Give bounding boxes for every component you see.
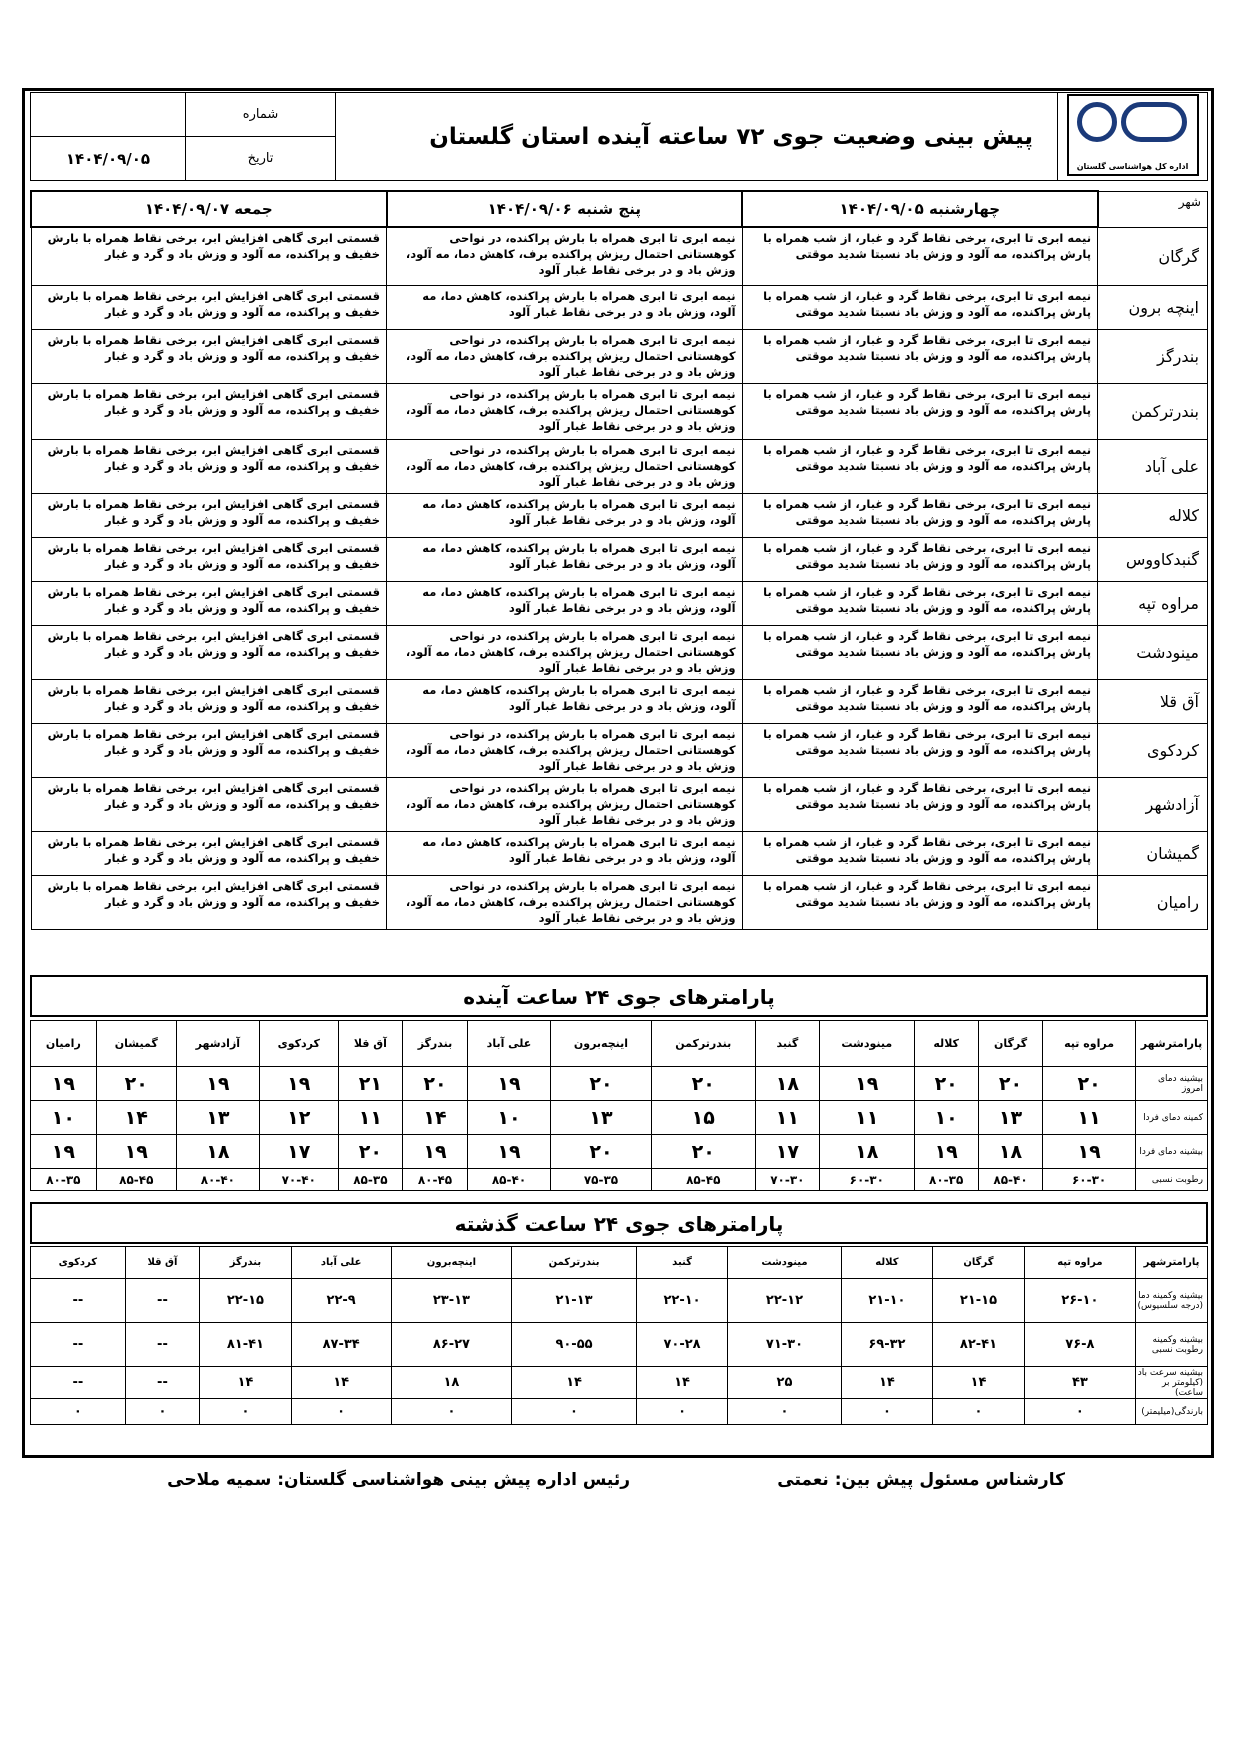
- next24-value: ۱۹: [467, 1135, 550, 1169]
- past24-value: ۲۱-۱۳: [512, 1279, 637, 1323]
- date-label: تاریخ: [186, 137, 336, 181]
- past24-value: ۱۴: [933, 1367, 1025, 1399]
- city-name: گمیشان: [1098, 831, 1208, 875]
- past24-title: پارامترهای جوی ۲۴ ساعت گذشته: [30, 1202, 1208, 1244]
- next24-value: ۸۰-۳۵: [31, 1169, 97, 1191]
- next24-city-header: گرگان: [978, 1021, 1042, 1067]
- day-header: پنج شنبه ۱۴۰۴/۰۹/۰۶: [387, 191, 743, 227]
- next24-value: ۲۰: [403, 1067, 468, 1101]
- past24-value: ۴۳: [1024, 1367, 1135, 1399]
- next24-row: [31, 1067, 1208, 1101]
- next24-value: ۱۰: [467, 1101, 550, 1135]
- past24-value: ۰: [636, 1399, 728, 1425]
- next24-value: ۲۰: [914, 1067, 978, 1101]
- forecast-row: [31, 831, 1208, 875]
- logo-caption: اداره کل هواشناسی گلستان: [1076, 161, 1189, 171]
- next24-value: ۱۹: [467, 1067, 550, 1101]
- forecast-day2-text: نیمه ابری تا ابری همراه با بارش پراکنده، کاهش دما، مه آلود، وزش باد و در برخی نقاط غبار آلود: [387, 581, 743, 625]
- forecast-day2-text: نیمه ابری تا ابری همراه با بارش پراکنده، در نواحی کوهستانی احتمال ریزش پراکنده برف، کاهش دما، مه آلود، وزش باد و در برخی نقاط غبار آلود: [387, 625, 743, 679]
- next24-value: ۱۳: [176, 1101, 259, 1135]
- city-column-header: شهر: [1098, 191, 1208, 227]
- past24-row-label: بیشینه وکمینه رطوبت نسبی: [1136, 1323, 1208, 1367]
- parameter-city-corner: پارامترشهر: [1136, 1247, 1208, 1279]
- past24-value: ۷۰-۲۸: [636, 1323, 728, 1367]
- next24-title: پارامترهای جوی ۲۴ ساعت آینده: [30, 975, 1208, 1017]
- next24-value: ۶۰-۳۰: [1043, 1169, 1136, 1191]
- next24-value: ۱۰: [31, 1101, 97, 1135]
- next24-row-label: رطوبت نسبی: [1136, 1169, 1208, 1191]
- forecast-day3-text: قسمتی ابری گاهی افزایش ابر، برخی نقاط همراه با بارش خفیف و پراکنده، مه آلود و وزش باد و گرد و غبار: [31, 875, 387, 929]
- next24-value: ۷۰-۴۰: [259, 1169, 338, 1191]
- forecast-day2-text: نیمه ابری تا ابری همراه با بارش پراکنده، در نواحی کوهستانی احتمال ریزش پراکنده برف، کاهش دما، مه آلود، وزش باد و در برخی نقاط غبار آلود: [387, 723, 743, 777]
- next24-value: ۱۹: [820, 1067, 914, 1101]
- next24-value: ۲۱: [338, 1067, 402, 1101]
- forecast-day2-text: نیمه ابری تا ابری همراه با بارش پراکنده، در نواحی کوهستانی احتمال ریزش پراکنده برف، کاهش دما، مه آلود، وزش باد و در برخی نقاط غبار آلود: [387, 439, 743, 493]
- logo-cell: [1058, 93, 1208, 181]
- next24-value: ۲۰: [338, 1135, 402, 1169]
- past24-value: ۶۹-۳۲: [841, 1323, 933, 1367]
- past24-value: ۹۰-۵۵: [512, 1323, 637, 1367]
- next24-row-label: بیشینه دمای امروز: [1136, 1067, 1208, 1101]
- number-label: شماره: [186, 93, 336, 137]
- city-name: علی آباد: [1098, 439, 1208, 493]
- next24-value: ۱۹: [914, 1135, 978, 1169]
- past24-city-header: مینودشت: [728, 1247, 841, 1279]
- forecast-day3-text: قسمتی ابری گاهی افزایش ابر، برخی نقاط همراه با بارش خفیف و پراکنده، مه آلود و وزش باد و گرد و غبار: [31, 723, 387, 777]
- forecast-row: [31, 679, 1208, 723]
- past24-value: ۱۴: [200, 1367, 292, 1399]
- next24-value: ۲۰: [978, 1067, 1042, 1101]
- next24-city-header: آق قلا: [338, 1021, 402, 1067]
- past24-value: ۱۴: [636, 1367, 728, 1399]
- past24-row-label: بارندگی(میلیمتر): [1136, 1399, 1208, 1425]
- past24-value: --: [31, 1323, 126, 1367]
- forecast-day3-text: قسمتی ابری گاهی افزایش ابر، برخی نقاط همراه با بارش خفیف و پراکنده، مه آلود و وزش باد و گرد و غبار: [31, 581, 387, 625]
- next24-value: ۷۰-۳۰: [755, 1169, 819, 1191]
- expert-signature: کارشناس مسئول پیش بین: نعمتی: [777, 1470, 1065, 1490]
- forecast-day3-text: قسمتی ابری گاهی افزایش ابر، برخی نقاط همراه با بارش خفیف و پراکنده، مه آلود و وزش باد و گرد و غبار: [31, 537, 387, 581]
- past24-value: --: [31, 1279, 126, 1323]
- past24-value: ۰: [31, 1399, 126, 1425]
- city-name: آزادشهر: [1098, 777, 1208, 831]
- past24-row: [31, 1399, 1208, 1425]
- forecast-day1-text: نیمه ابری تا ابری، برخی نقاط گرد و غبار، از شب همراه با پارش پراکنده، مه آلود و وزش باد نسبتا شدید موقتی: [742, 875, 1098, 929]
- parameter-city-corner: پارامترشهر: [1136, 1021, 1208, 1067]
- next24-value: ۲۰: [651, 1067, 755, 1101]
- past24-city-header: مراوه تپه: [1024, 1247, 1135, 1279]
- next24-value: ۱۸: [820, 1135, 914, 1169]
- past24-value: --: [31, 1367, 126, 1399]
- past24-value: ۰: [291, 1399, 391, 1425]
- next24-value: ۲۰: [96, 1067, 176, 1101]
- next24-value: ۱۳: [551, 1101, 652, 1135]
- forecast-day2-text: نیمه ابری تا ابری همراه با بارش پراکنده، کاهش دما، مه آلود، وزش باد و در برخی نقاط غبار آلود: [387, 285, 743, 329]
- past24-value: ۲۲-۹: [291, 1279, 391, 1323]
- past24-value: ۱۴: [841, 1367, 933, 1399]
- city-name: کلاله: [1098, 493, 1208, 537]
- forecast-day2-text: نیمه ابری تا ابری همراه با بارش پراکنده، در نواحی کوهستانی احتمال ریزش پراکنده برف، کاهش دما، مه آلود، وزش باد و در برخی نقاط غبار آلود: [387, 777, 743, 831]
- forecast-day2-text: نیمه ابری تا ابری همراه با بارش پراکنده، در نواحی کوهستانی احتمال ریزش پراکنده برف، کاهش دما، مه آلود، وزش باد و در برخی نقاط غبار آلود: [387, 383, 743, 439]
- next24-city-header: کلاله: [914, 1021, 978, 1067]
- forecast-day1-text: نیمه ابری تا ابری، برخی نقاط گرد و غبار، از شب همراه با پارش پراکنده، مه آلود و وزش باد نسبتا شدید موقتی: [742, 383, 1098, 439]
- page-title: پیش بینی وضعیت جوی ۷۲ ساعته آینده استان گلستان: [336, 93, 1058, 181]
- past24-value: ۲۶-۱۰: [1024, 1279, 1135, 1323]
- forecast-day1-text: نیمه ابری تا ابری، برخی نقاط گرد و غبار، از شب همراه با پارش پراکنده، مه آلود و وزش باد نسبتا شدید موقتی: [742, 831, 1098, 875]
- document-header: [30, 92, 1208, 181]
- next24-city-header: مینودشت: [820, 1021, 914, 1067]
- next24-value: ۶۰-۳۰: [820, 1169, 914, 1191]
- past24-value: ۰: [933, 1399, 1025, 1425]
- next24-value: ۱۴: [96, 1101, 176, 1135]
- forecast-day2-text: نیمه ابری تا ابری همراه با بارش پراکنده، کاهش دما، مه آلود، وزش باد و در برخی نقاط غبار آلود: [387, 493, 743, 537]
- next24-row: [31, 1169, 1208, 1191]
- next24-value: ۱۹: [403, 1135, 468, 1169]
- forecast-day2-text: نیمه ابری تا ابری همراه با بارش پراکنده، در نواحی کوهستانی احتمال ریزش پراکنده برف، کاهش دما، مه آلود، وزش باد و در برخی نقاط غبار آلود: [387, 875, 743, 929]
- past24-value: ۸۲-۴۱: [933, 1323, 1025, 1367]
- past24-value: ۷۶-۸: [1024, 1323, 1135, 1367]
- day-header: جمعه ۱۴۰۴/۰۹/۰۷: [31, 191, 387, 227]
- next24-value: ۱۰: [914, 1101, 978, 1135]
- past24-value: ۲۲-۱۲: [728, 1279, 841, 1323]
- forecast-day3-text: قسمتی ابری گاهی افزایش ابر، برخی نقاط همراه با بارش خفیف و پراکنده، مه آلود و وزش باد و گرد و غبار: [31, 227, 387, 285]
- forecast-day3-text: قسمتی ابری گاهی افزایش ابر، برخی نقاط همراه با بارش خفیف و پراکنده، مه آلود و وزش باد و گرد و غبار: [31, 777, 387, 831]
- next24-row: [31, 1101, 1208, 1135]
- past24-value: ۱۴: [291, 1367, 391, 1399]
- city-name: گنبدکاووس: [1098, 537, 1208, 581]
- past24-value: ۰: [512, 1399, 637, 1425]
- forecast-row: [31, 439, 1208, 493]
- forecast-day3-text: قسمتی ابری گاهی افزایش ابر، برخی نقاط همراه با بارش خفیف و پراکنده، مه آلود و وزش باد و گرد و غبار: [31, 625, 387, 679]
- forecast-day3-text: قسمتی ابری گاهی افزایش ابر، برخی نقاط همراه با بارش خفیف و پراکنده، مه آلود و وزش باد و گرد و غبار: [31, 383, 387, 439]
- forecast-day3-text: قسمتی ابری گاهی افزایش ابر، برخی نقاط همراه با بارش خفیف و پراکنده، مه آلود و وزش باد و گرد و غبار: [31, 329, 387, 383]
- past24-value: ۲۲-۱۰: [636, 1279, 728, 1323]
- number-value: [31, 93, 186, 137]
- past24-value: ۰: [1024, 1399, 1135, 1425]
- past24-city-header: بندرترکمن: [512, 1247, 637, 1279]
- next24-value: ۸۵-۴۰: [978, 1169, 1042, 1191]
- forecast-row: [31, 875, 1208, 929]
- city-name: آق قلا: [1098, 679, 1208, 723]
- next24-value: ۸۵-۴۵: [96, 1169, 176, 1191]
- next24-row-label: بیشینه دمای فردا: [1136, 1135, 1208, 1169]
- past24-row-label: بیشینه سرعت باد (کیلومتر بر ساعت): [1136, 1367, 1208, 1399]
- forecast-day1-text: نیمه ابری تا ابری، برخی نقاط گرد و غبار، از شب همراه با پارش پراکنده، مه آلود و وزش باد نسبتا شدید موقتی: [742, 581, 1098, 625]
- logo-emblem-icon: [1077, 102, 1117, 142]
- next24-value: ۱۹: [31, 1067, 97, 1101]
- forecast-row: [31, 581, 1208, 625]
- past24-value: ۲۲-۱۵: [200, 1279, 292, 1323]
- past24-row: [31, 1279, 1208, 1323]
- next24-value: ۲۰: [551, 1067, 652, 1101]
- next24-city-header: اینچه‌برون: [551, 1021, 652, 1067]
- next24-value: ۲۰: [551, 1135, 652, 1169]
- past24-value: ۲۱-۱۰: [841, 1279, 933, 1323]
- meteorological-organization-logo: [1067, 94, 1199, 176]
- past24-value: ۰: [728, 1399, 841, 1425]
- forecast-row: [31, 227, 1208, 285]
- next24-value: ۸۵-۴۰: [467, 1169, 550, 1191]
- date-value: ۱۴۰۴/۰۹/۰۵: [31, 137, 186, 181]
- forecast-day3-text: قسمتی ابری گاهی افزایش ابر، برخی نقاط همراه با بارش خفیف و پراکنده، مه آلود و وزش باد و گرد و غبار: [31, 831, 387, 875]
- past24-city-header: بندرگز: [200, 1247, 292, 1279]
- next24-value: ۱۷: [755, 1135, 819, 1169]
- city-name: کردکوی: [1098, 723, 1208, 777]
- next24-city-header: گنبد: [755, 1021, 819, 1067]
- past24-row: [31, 1323, 1208, 1367]
- forecast-row: [31, 285, 1208, 329]
- next24-row-label: کمینه دمای فردا: [1136, 1101, 1208, 1135]
- past24-table: [30, 1246, 1208, 1425]
- forecast-day1-text: نیمه ابری تا ابری، برخی نقاط گرد و غبار، از شب همراه با پارش پراکنده، مه آلود و وزش باد نسبتا شدید موقتی: [742, 285, 1098, 329]
- past24-value: ۰: [391, 1399, 512, 1425]
- past24-value: ۰: [200, 1399, 292, 1425]
- past24-city-header: آق قلا: [125, 1247, 199, 1279]
- next24-value: ۱۱: [755, 1101, 819, 1135]
- past24-row-label: بیشینه وکمینه دما (درجه سلسیوس): [1136, 1279, 1208, 1323]
- forecast-row: [31, 777, 1208, 831]
- past24-city-header: گنبد: [636, 1247, 728, 1279]
- next24-value: ۱۱: [1043, 1101, 1136, 1135]
- forecast-day1-text: نیمه ابری تا ابری، برخی نقاط گرد و غبار، از شب همراه با پارش پراکنده، مه آلود و وزش باد نسبتا شدید موقتی: [742, 227, 1098, 285]
- forecast-day3-text: قسمتی ابری گاهی افزایش ابر، برخی نقاط همراه با بارش خفیف و پراکنده، مه آلود و وزش باد و گرد و غبار: [31, 439, 387, 493]
- city-name: رامیان: [1098, 875, 1208, 929]
- forecast-row: [31, 329, 1208, 383]
- past24-value: ۲۵: [728, 1367, 841, 1399]
- next24-value: ۱۹: [259, 1067, 338, 1101]
- next24-city-header: آزادشهر: [176, 1021, 259, 1067]
- forecast-row: [31, 723, 1208, 777]
- forecast-row: [31, 537, 1208, 581]
- forecast-day1-text: نیمه ابری تا ابری، برخی نقاط گرد و غبار، از شب همراه با پارش پراکنده، مه آلود و وزش باد نسبتا شدید موقتی: [742, 723, 1098, 777]
- past24-value: --: [125, 1323, 199, 1367]
- head-signature: رئیس اداره پیش بینی هواشناسی گلستان: سمیه ملاحی: [167, 1470, 630, 1490]
- forecast-day1-text: نیمه ابری تا ابری، برخی نقاط گرد و غبار، از شب همراه با پارش پراکنده، مه آلود و وزش باد نسبتا شدید موقتی: [742, 679, 1098, 723]
- next24-value: ۱۳: [978, 1101, 1042, 1135]
- past24-value: ۱۸: [391, 1367, 512, 1399]
- city-name: مینودشت: [1098, 625, 1208, 679]
- day-header: چهارشنبه ۱۴۰۴/۰۹/۰۵: [742, 191, 1098, 227]
- past24-value: ۷۱-۳۰: [728, 1323, 841, 1367]
- next24-city-header: بندرگز: [403, 1021, 468, 1067]
- forecast-table: [30, 190, 1208, 930]
- past24-value: ۸۱-۴۱: [200, 1323, 292, 1367]
- forecast-day1-text: نیمه ابری تا ابری، برخی نقاط گرد و غبار، از شب همراه با پارش پراکنده، مه آلود و وزش باد نسبتا شدید موقتی: [742, 537, 1098, 581]
- past24-value: ۲۳-۱۳: [391, 1279, 512, 1323]
- past24-row: [31, 1367, 1208, 1399]
- next24-value: ۱۷: [259, 1135, 338, 1169]
- city-name: اینچه برون: [1098, 285, 1208, 329]
- next24-value: ۱۸: [978, 1135, 1042, 1169]
- next24-value: ۸۰-۴۰: [176, 1169, 259, 1191]
- next24-row: [31, 1135, 1208, 1169]
- next24-value: ۱۵: [651, 1101, 755, 1135]
- next24-city-header: رامیان: [31, 1021, 97, 1067]
- next24-value: ۸۵-۴۵: [651, 1169, 755, 1191]
- next24-value: ۸۰-۴۵: [403, 1169, 468, 1191]
- past24-value: ۸۶-۲۷: [391, 1323, 512, 1367]
- past24-value: ۲۱-۱۵: [933, 1279, 1025, 1323]
- forecast-day2-text: نیمه ابری تا ابری همراه با بارش پراکنده، در نواحی کوهستانی احتمال ریزش پراکنده برف، کاهش دما، مه آلود، وزش باد و در برخی نقاط غبار آلود: [387, 329, 743, 383]
- city-name: مراوه تپه: [1098, 581, 1208, 625]
- next24-value: ۱۴: [403, 1101, 468, 1135]
- logo-wave-icon: [1121, 102, 1187, 142]
- forecast-day2-text: نیمه ابری تا ابری همراه با بارش پراکنده، کاهش دما، مه آلود، وزش باد و در برخی نقاط غبار آلود: [387, 537, 743, 581]
- past24-city-header: اینچه‌برون: [391, 1247, 512, 1279]
- next24-value: ۱۱: [338, 1101, 402, 1135]
- next24-value: ۲۰: [1043, 1067, 1136, 1101]
- next24-city-header: کردکوی: [259, 1021, 338, 1067]
- past24-value: ۱۴: [512, 1367, 637, 1399]
- forecast-day2-text: نیمه ابری تا ابری همراه با بارش پراکنده، کاهش دما، مه آلود، وزش باد و در برخی نقاط غبار آلود: [387, 679, 743, 723]
- next24-value: ۸۰-۳۵: [914, 1169, 978, 1191]
- forecast-day3-text: قسمتی ابری گاهی افزایش ابر، برخی نقاط همراه با بارش خفیف و پراکنده، مه آلود و وزش باد و گرد و غبار: [31, 493, 387, 537]
- forecast-row: [31, 383, 1208, 439]
- past24-city-header: کلاله: [841, 1247, 933, 1279]
- next24-table: [30, 1020, 1208, 1191]
- forecast-row: [31, 493, 1208, 537]
- forecast-day1-text: نیمه ابری تا ابری، برخی نقاط گرد و غبار، از شب همراه با پارش پراکنده، مه آلود و وزش باد نسبتا شدید موقتی: [742, 329, 1098, 383]
- past24-value: ۰: [125, 1399, 199, 1425]
- next24-value: ۷۵-۳۵: [551, 1169, 652, 1191]
- next24-value: ۲۰: [651, 1135, 755, 1169]
- forecast-row: [31, 625, 1208, 679]
- forecast-day2-text: نیمه ابری تا ابری همراه با بارش پراکنده، کاهش دما، مه آلود، وزش باد و در برخی نقاط غبار آلود: [387, 831, 743, 875]
- city-name: بندرگز: [1098, 329, 1208, 383]
- past24-city-header: کردکوی: [31, 1247, 126, 1279]
- past24-value: --: [125, 1279, 199, 1323]
- forecast-day1-text: نیمه ابری تا ابری، برخی نقاط گرد و غبار، از شب همراه با پارش پراکنده، مه آلود و وزش باد نسبتا شدید موقتی: [742, 625, 1098, 679]
- next24-value: ۱۱: [820, 1101, 914, 1135]
- next24-city-header: مراوه تپه: [1043, 1021, 1136, 1067]
- next24-value: ۱۹: [31, 1135, 97, 1169]
- next24-value: ۱۹: [96, 1135, 176, 1169]
- past24-value: ۸۷-۳۴: [291, 1323, 391, 1367]
- forecast-day3-text: قسمتی ابری گاهی افزایش ابر، برخی نقاط همراه با بارش خفیف و پراکنده، مه آلود و وزش باد و گرد و غبار: [31, 285, 387, 329]
- next24-city-header: علی آباد: [467, 1021, 550, 1067]
- next24-value: ۱۹: [1043, 1135, 1136, 1169]
- city-name: گرگان: [1098, 227, 1208, 285]
- next24-city-header: گمیشان: [96, 1021, 176, 1067]
- forecast-day3-text: قسمتی ابری گاهی افزایش ابر، برخی نقاط همراه با بارش خفیف و پراکنده، مه آلود و وزش باد و گرد و غبار: [31, 679, 387, 723]
- city-name: بندرترکمن: [1098, 383, 1208, 439]
- past24-city-header: گرگان: [933, 1247, 1025, 1279]
- forecast-day1-text: نیمه ابری تا ابری، برخی نقاط گرد و غبار، از شب همراه با پارش پراکنده، مه آلود و وزش باد نسبتا شدید موقتی: [742, 777, 1098, 831]
- next24-value: ۱۸: [755, 1067, 819, 1101]
- next24-value: ۱۹: [176, 1067, 259, 1101]
- next24-value: ۱۲: [259, 1101, 338, 1135]
- next24-value: ۸۵-۳۵: [338, 1169, 402, 1191]
- forecast-day2-text: نیمه ابری تا ابری همراه با بارش پراکنده، در نواحی کوهستانی احتمال ریزش پراکنده برف، کاهش دما، مه آلود، وزش باد و در برخی نقاط غبار آلود: [387, 227, 743, 285]
- forecast-day1-text: نیمه ابری تا ابری، برخی نقاط گرد و غبار، از شب همراه با پارش پراکنده، مه آلود و وزش باد نسبتا شدید موقتی: [742, 493, 1098, 537]
- next24-value: ۱۸: [176, 1135, 259, 1169]
- past24-value: --: [125, 1367, 199, 1399]
- past24-value: ۰: [841, 1399, 933, 1425]
- next24-city-header: بندرترکمن: [651, 1021, 755, 1067]
- past24-city-header: علی آباد: [291, 1247, 391, 1279]
- forecast-day1-text: نیمه ابری تا ابری، برخی نقاط گرد و غبار، از شب همراه با پارش پراکنده، مه آلود و وزش باد نسبتا شدید موقتی: [742, 439, 1098, 493]
